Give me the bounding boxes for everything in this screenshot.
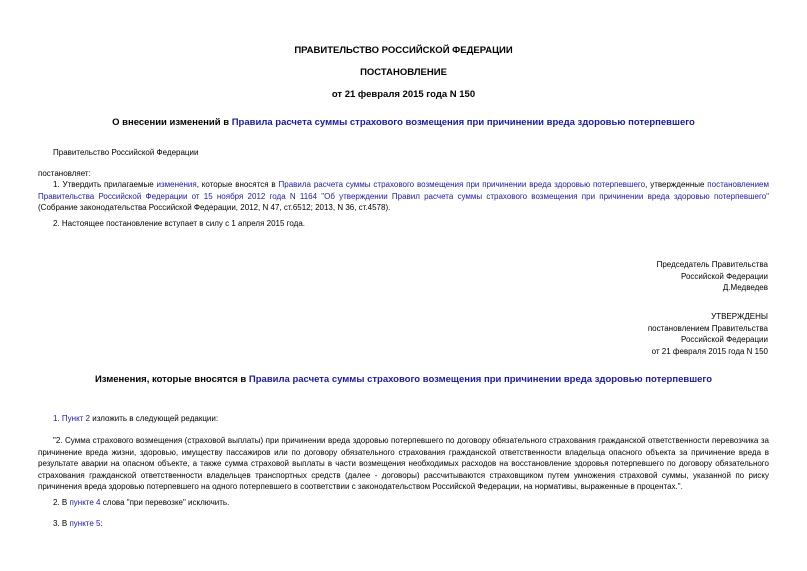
change-1-quote: "2. Сумма страхового возмещения (страховой выплаты) при причинении вреда здоровью потерпевшего по договору обязательного страхования гражданской ответственности перевозчика за причинение вреда жизни, здоровью, имуществу пассажиров или по договору обязательного страхования гражданской ответственности владельца опасного объекта за причинение вреда в результате аварии на опасном объекте, а также сумма страховой выплаты в части возмещения необходимых расходов на восстановление здоровья потерпевшего по договору обязательного страхования гражданской ответственности владельцев транспортных средств (далее - договоры) рассчитываются страховщиком путем умножения страховой суммы, указанной по риску причинения вреда здоровью потерпевшего на одного потерпевшего в соответствии с законодательством Российской Федерации, на нормативы, выраженные в процентах.". — [38, 436, 769, 491]
changes-title — [0, 374, 807, 385]
point-5-link[interactable]: пункте 5 — [69, 519, 101, 528]
p1-text-1: 1. Утвердить прилагаемые — [53, 180, 157, 189]
signature-position-2: Российской Федерации — [681, 271, 768, 281]
document-type: ПОСТАНОВЛЕНИЕ — [360, 67, 447, 78]
approved-line-2: постановлением Правительства — [647, 323, 768, 333]
title-rules-link[interactable]: Правила расчета суммы страхового возмещения при причинении вреда здоровью потерпевшего — [231, 117, 695, 128]
document-date-number: от 21 февраля 2015 года N 150 — [331, 89, 476, 100]
change-item-3 — [53, 518, 103, 530]
signature-block — [468, 259, 768, 294]
title-prefix: О внесении изменений в — [112, 117, 232, 128]
change-item-1 — [53, 413, 218, 425]
signature-name: Д.Медведев — [722, 283, 768, 292]
approved-line-3: Российской Федерации — [681, 335, 768, 344]
intro-text: Правительство Российской Федерации — [53, 148, 199, 157]
resolves-text: постановляет: — [38, 169, 91, 178]
p1-text-4: (Собрание законодательства Российской Федерации, 2012, N 47, ст.6512; 2013, N 36, ст.4578). — [38, 203, 391, 212]
signature-position: Председатель Правительства — [656, 260, 768, 269]
change-1-text: изложить в следующей редакции: — [90, 414, 219, 423]
resolution-1164-link[interactable]: постановлением Правительства Российской Федерации от 15 ноября 2012 года N 1164 "Об утверждении Правил расчета суммы страхового возмещения при причинении вреда здоровью потерпевшего" — [38, 180, 769, 201]
approved-line-4: от 21 февраля 2015 года N 150 — [651, 346, 768, 356]
change-2-text: слова "при перевозке" исключить. — [100, 498, 230, 507]
approved-heading: УТВЕРЖДЕНЫ — [711, 312, 768, 321]
change-2-number: 2. В — [53, 498, 70, 507]
document-title — [0, 117, 807, 128]
government-heading: ПРАВИТЕЛЬСТВО РОССИЙСКОЙ ФЕДЕРАЦИИ — [294, 45, 513, 56]
p1-text-3: , утвержденные — [645, 180, 708, 189]
approved-block — [468, 311, 768, 357]
point-4-link[interactable]: пункте 4 — [69, 498, 101, 507]
change-3-number: 3. В — [53, 519, 70, 528]
point-2-link[interactable]: Пункт 2 — [61, 414, 90, 423]
changes-title-rules-link[interactable]: Правила расчета суммы страхового возмещения при причинении вреда здоровью потерпевшего — [248, 374, 713, 385]
change-item-2 — [53, 497, 229, 509]
p1-text-2: , которые вносятся в — [196, 180, 279, 189]
paragraph-1 — [38, 179, 769, 214]
changes-link[interactable]: изменения — [156, 180, 197, 189]
change-1-number: 1. — [53, 414, 62, 423]
change-3-text: : — [100, 519, 103, 528]
rules-link[interactable]: Правила расчета суммы страхового возмещения при причинении вреда здоровью потерпевшего — [278, 180, 646, 189]
changes-title-prefix: Изменения, которые вносятся в — [94, 374, 249, 385]
paragraph-2: 2. Настоящее постановление вступает в силу с 1 апреля 2015 года. — [53, 219, 306, 228]
